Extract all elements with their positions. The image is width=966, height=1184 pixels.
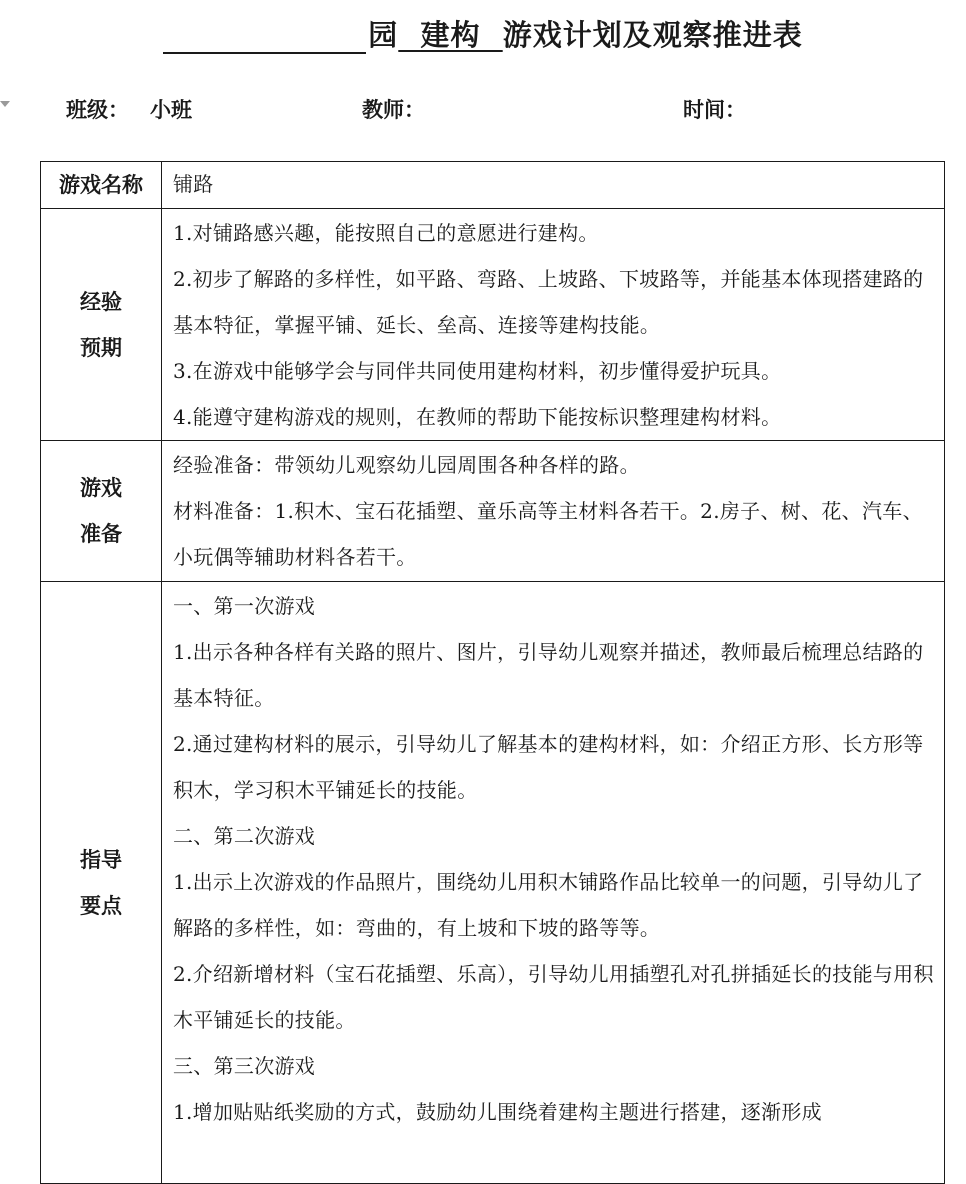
kindergarten-name-blank (163, 22, 366, 54)
experience-item: 2.初步了解路的多样性，如平路、弯路、上坡路、下坡路等，并能基本体现搭建路的基本特征，掌握平铺、延长、垒高、连接等建构技能。 (173, 267, 924, 337)
game-plan-table (40, 161, 945, 1184)
header-meta (0, 94, 966, 124)
guidance-heading: 三、第三次游戏 (173, 1054, 316, 1078)
title-kindergarten-suffix: 园 (368, 18, 399, 52)
game-name-label: 游戏名称 (41, 162, 162, 209)
guidance-content (162, 582, 945, 1184)
class-label: 班级： (66, 98, 129, 122)
experience-item: 3.在游戏中能够学会与同伴共同使用建构材料，初步懂得爱护玩具。 (173, 359, 782, 383)
guidance-item: 1.增加贴贴纸奖励的方式，鼓励幼儿围绕着建构主题进行搭建，逐渐形成 (173, 1100, 822, 1124)
title-area-text: 建构 (420, 18, 481, 52)
guidance-item: 1.出示上次游戏的作品照片，围绕幼儿用积木铺路作品比较单一的问题，引导幼儿了解路的多样性，如：弯曲的，有上坡和下坡的路等等。 (173, 870, 924, 940)
experience-item: 4.能遵守建构游戏的规则，在教师的帮助下能按标识整理建构材料。 (173, 405, 782, 429)
preparation-item: 材料准备：1.积木、宝石花插塑、童乐高等主材料各若干。2.房子、树、花、汽车、小玩偶等辅助材料各若干。 (173, 499, 923, 569)
guidance-label-line2: 要点 (80, 893, 122, 918)
experience-content (162, 209, 945, 441)
table-row (41, 441, 945, 582)
page-title (0, 14, 966, 54)
guidance-item: 2.介绍新增材料（宝石花插塑、乐高），引导幼儿用插塑孔对孔拼插延长的技能与用积木平铺延长的技能。 (173, 962, 934, 1032)
title-rest: 游戏计划及观察推进表 (502, 18, 803, 52)
game-name-value: 铺路 (162, 162, 945, 209)
table-row (41, 209, 945, 441)
guidance-label-line1: 指导 (80, 847, 122, 872)
preparation-label (41, 441, 162, 582)
guidance-item: 2.通过建构材料的展示，引导幼儿了解基本的建构材料，如：介绍正方形、长方形等积木，学习积木平铺延长的技能。 (173, 732, 924, 802)
experience-label (41, 209, 162, 441)
preparation-label-line2: 准备 (80, 522, 122, 546)
table-row (41, 582, 945, 1184)
preparation-content (162, 441, 945, 582)
guidance-heading: 一、第一次游戏 (173, 594, 316, 618)
table-row (41, 162, 945, 209)
preparation-item: 经验准备：带领幼儿观察幼儿园周围各种各样的路。 (173, 453, 640, 477)
class-value: 小班 (150, 98, 192, 122)
guidance-item: 1.出示各种各样有关路的照片、图片，引导幼儿观察并描述，教师最后梳理总结路的基本特征。 (173, 640, 924, 710)
experience-item: 1.对铺路感兴趣，能按照自己的意愿进行建构。 (173, 221, 599, 245)
guidance-heading: 二、第二次游戏 (173, 824, 316, 848)
experience-label-line1: 经验 (80, 289, 122, 314)
experience-label-line2: 预期 (80, 335, 122, 360)
time-label: 时间： (683, 98, 746, 122)
preparation-label-line1: 游戏 (80, 476, 122, 500)
teacher-label: 教师： (362, 98, 425, 122)
guidance-label (41, 582, 162, 1184)
title-area (398, 13, 502, 54)
